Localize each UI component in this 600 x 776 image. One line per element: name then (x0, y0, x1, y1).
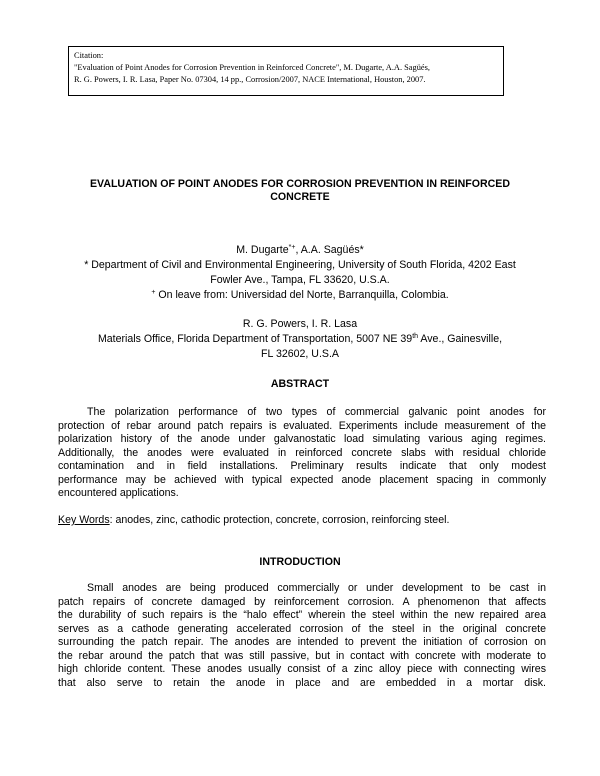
author-names-2: R. G. Powers, I. R. Lasa (242, 318, 358, 330)
keywords-label: Key Words (58, 514, 110, 526)
abstract-paragraph (58, 406, 546, 501)
abstract-line: polarization history of the anode under galvanostatic load simulating various aging regimes. (58, 433, 546, 445)
paper-title (55, 178, 545, 204)
introduction-line: that also serve to retain the anode in place and are embedded in a mortar disk. (58, 676, 546, 689)
abstract-line: Additionally, the anodes were evaluated in reinforced concrete slabs with residual chloride (58, 446, 546, 459)
keywords-text: : anodes, zinc, cathodic protection, concrete, corrosion, reinforcing steel. (109, 514, 450, 526)
introduction-line: the durability of such repairs is the “halo effect” wherein the steel within the new repaired area (58, 609, 546, 621)
citation-box (68, 46, 504, 96)
introduction-line: Small anodes are being produced commercially or under development to be cast in (87, 582, 546, 594)
introduction-paragraph (58, 582, 546, 690)
affiliation-2-line-1: Materials Office, Florida Department of Transportation, 5007 NE 39th Ave., Gainesville, (97, 333, 503, 345)
abstract-line: contamination and in field installations. Preliminary results indicate that only modest (58, 460, 546, 472)
introduction-line: serves as a cathode generating accelerated corrosion of the steel in the original concrete (58, 622, 546, 635)
affiliation-1-line-2: Fowler Ave., Tampa, FL 33620, U.S.A. (210, 274, 390, 286)
abstract-line: The polarization performance of two types of commercial galvanic point anodes for (87, 406, 546, 418)
citation-line-1: "Evaluation of Point Anodes for Corrosion Prevention in Reinforced Concrete", M. Dugarte, A.A. Sagüés, (74, 63, 430, 72)
on-leave-note: + On leave from: Universidad del Norte, Barranquilla, Colombia. (151, 289, 449, 301)
affiliation-2-line-2: FL 32602, U.S.A (261, 348, 339, 360)
abstract-line: protection of rebar around patch repairs is evaluated. Experiments include measurement of the (58, 419, 546, 432)
author-block (30, 243, 570, 362)
affiliation-1-line-1: * Department of Civil and Environmental Engineering, University of South Florida, 4202 East (84, 259, 516, 271)
introduction-line: high chloride content. These anodes usually consist of a zinc alloy piece with connecting wires (58, 663, 546, 675)
introduction-heading: INTRODUCTION (259, 556, 341, 568)
abstract-line: encountered applications. (58, 487, 179, 499)
abstract-heading: ABSTRACT (270, 378, 330, 390)
keywords (58, 514, 449, 526)
introduction-line: patch repairs of concrete damaged by reinforcement corrosion. A phenomenon that affects (58, 595, 546, 608)
introduction-line: surrounding the patch repair. The anodes are intended to prevent the initiation of corrosion on (58, 636, 546, 648)
citation-line-2: R. G. Powers, I. R. Lasa, Paper No. 07304, 14 pp., Corrosion/2007, NACE International, Houston, 2007. (74, 75, 426, 84)
abstract-line: performance may be achieved with typical expected anode placement spacing in commonly (58, 473, 546, 486)
title-line-2: CONCRETE (270, 191, 330, 203)
citation-label: Citation: (74, 51, 104, 60)
author-names-1: M. Dugarte*+, A.A. Sagüés* (236, 244, 364, 256)
title-line-1: EVALUATION OF POINT ANODES FOR CORROSION PREVENTION IN REINFORCED (89, 178, 511, 190)
introduction-line: the rebar around the patch that was still passive, but in contact with concrete with moderate to (58, 649, 546, 662)
